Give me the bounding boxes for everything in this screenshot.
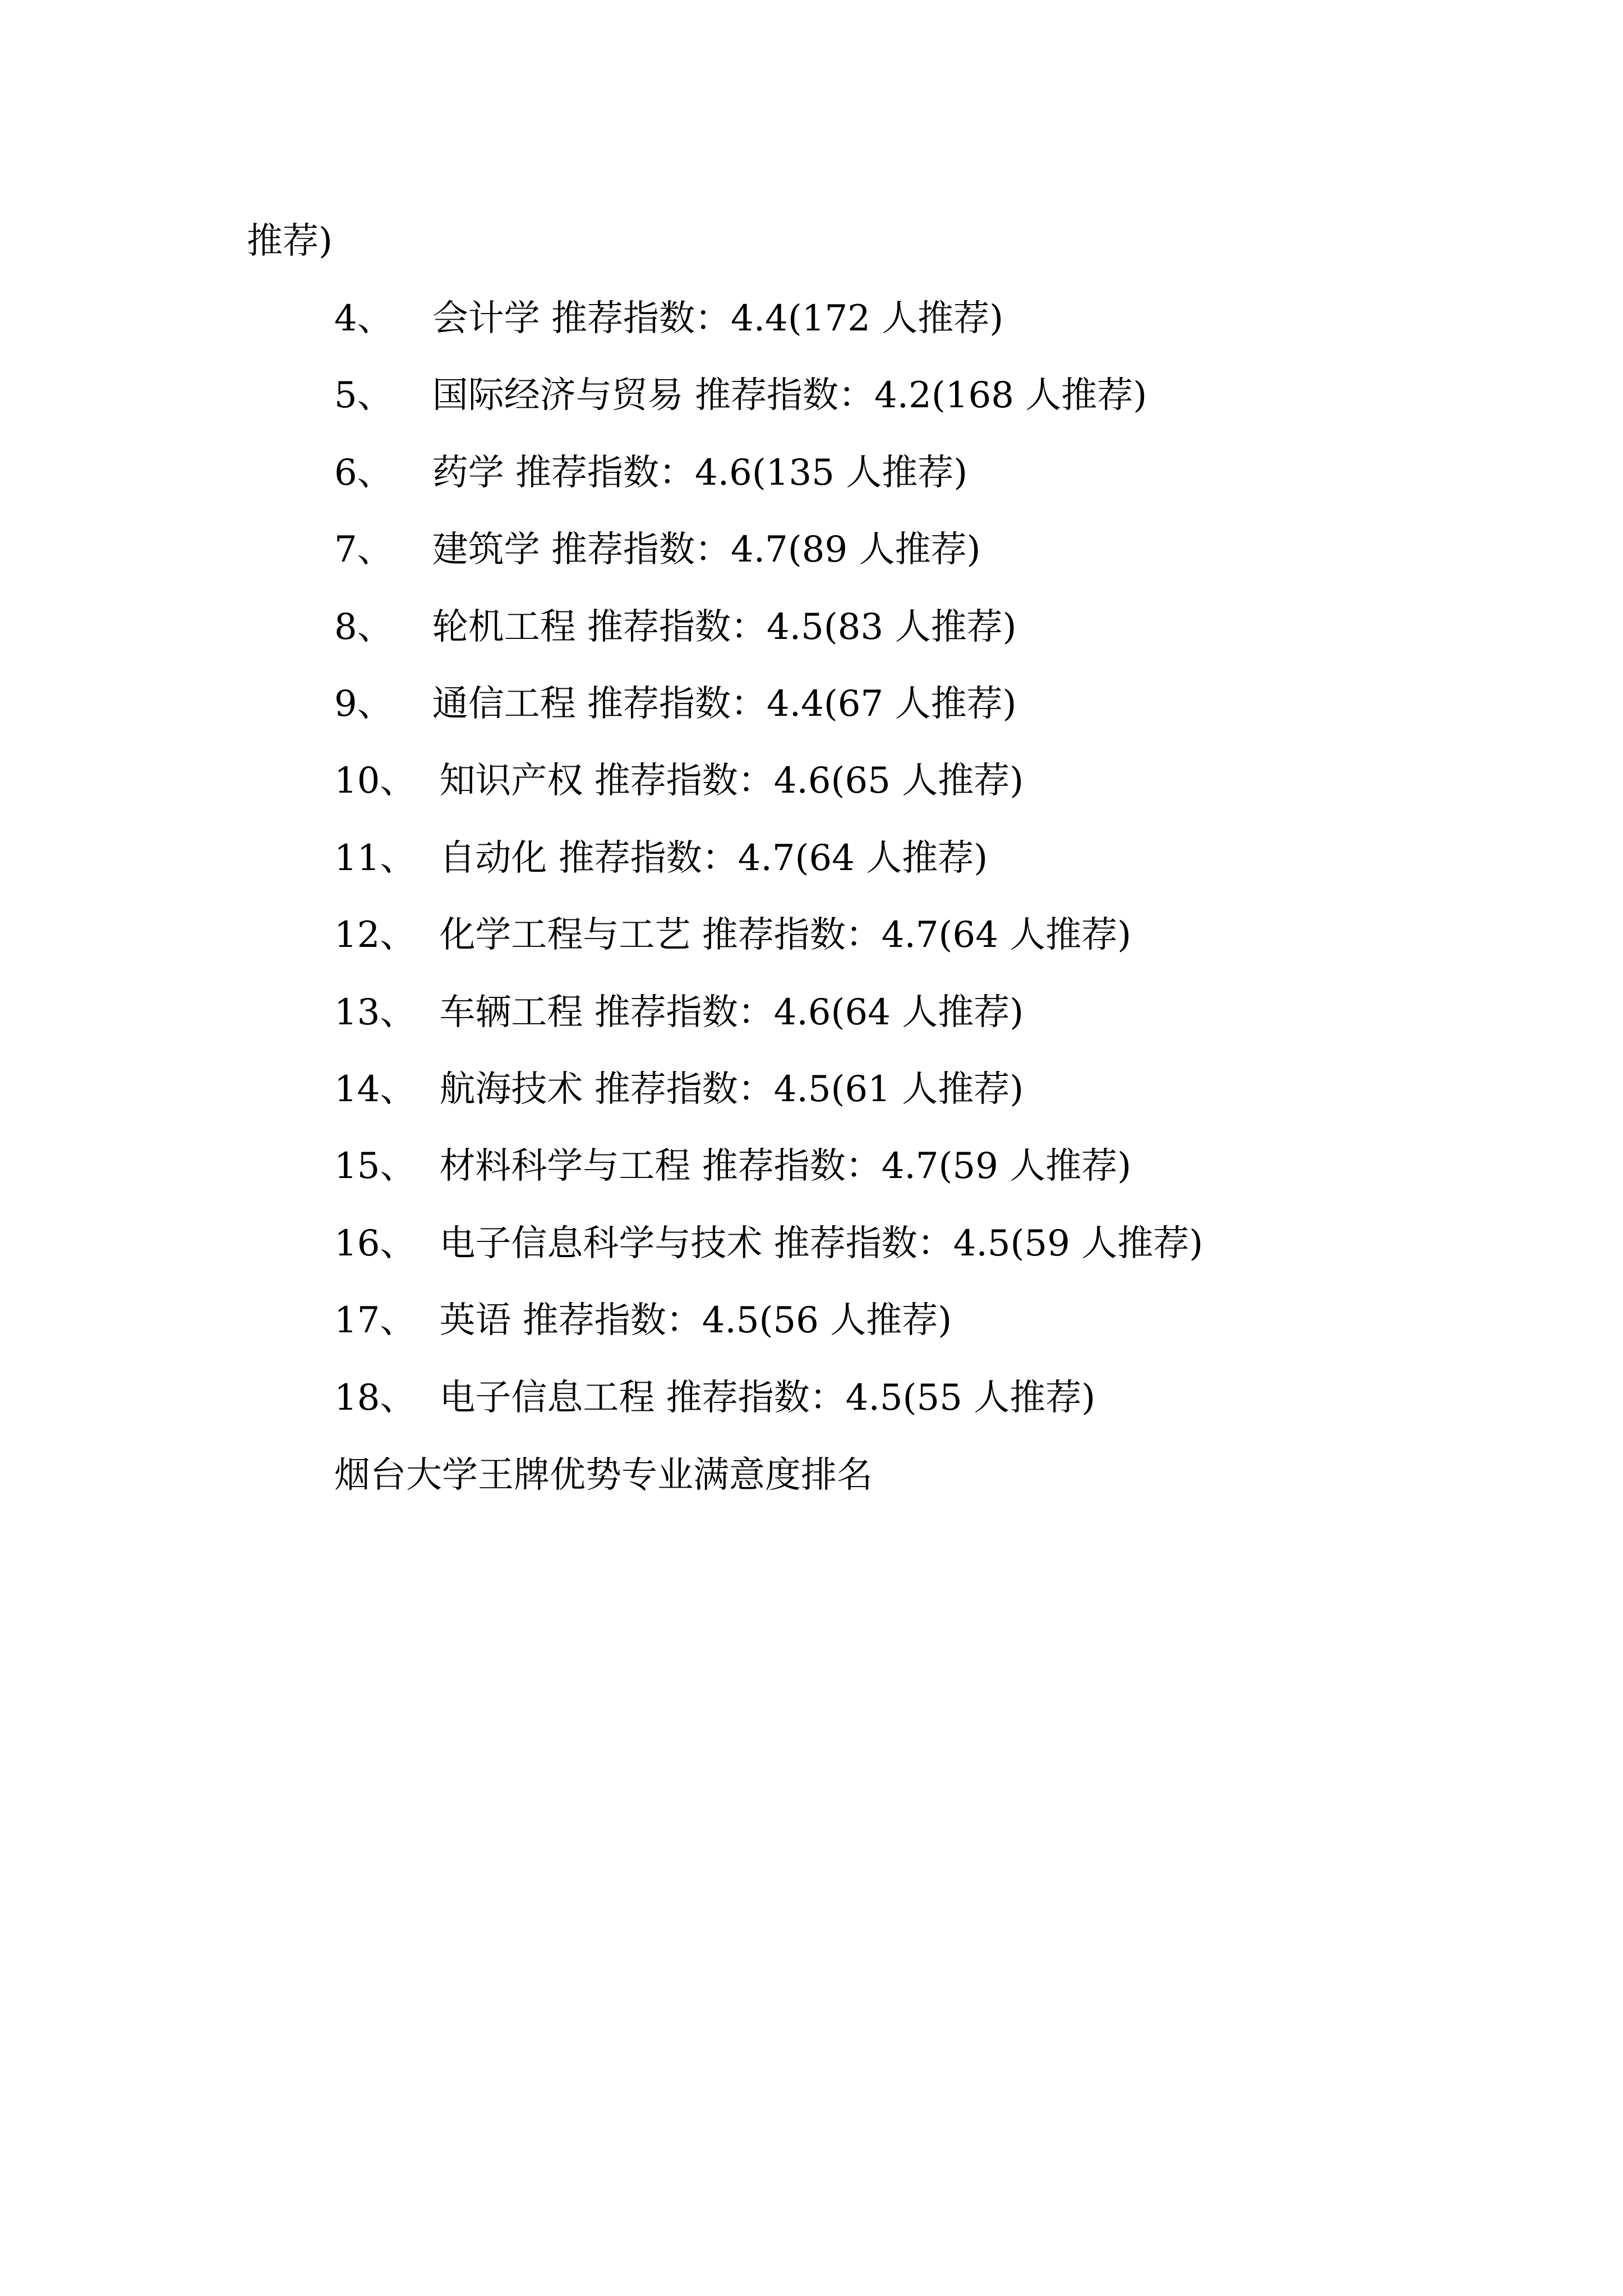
- list-item-text: 会计学 推荐指数：4.4(172 人推荐): [432, 298, 1004, 339]
- list-item: [334, 1223, 1204, 1264]
- list-item: [334, 1377, 1096, 1419]
- list-item: [334, 1145, 1132, 1187]
- list-item-number: 16、: [334, 1223, 416, 1264]
- list-item-text: 自动化 推荐指数：4.7(64 人推荐): [439, 838, 988, 879]
- list-item: [334, 1300, 952, 1341]
- list-item: [334, 992, 1024, 1033]
- list-item: [334, 760, 1024, 802]
- list-item-number: 5、: [334, 375, 393, 416]
- list-item: [334, 683, 1017, 725]
- list-item-number: 12、: [334, 914, 416, 956]
- list-item: [334, 838, 988, 879]
- list-item-text: 建筑学 推荐指数：4.7(89 人推荐): [432, 529, 981, 570]
- list-item-number: 14、: [334, 1069, 416, 1110]
- list-item: [334, 1069, 1024, 1110]
- list-item-number: 10、: [334, 760, 416, 802]
- list-item-text: 药学 推荐指数：4.6(135 人推荐): [432, 452, 968, 494]
- list-item-number: 8、: [334, 606, 393, 648]
- list-item: [334, 606, 1017, 648]
- list-item-text: 英语 推荐指数：4.5(56 人推荐): [439, 1300, 952, 1341]
- list-item: [334, 914, 1132, 956]
- list-item-text: 通信工程 推荐指数：4.4(67 人推荐): [432, 683, 1017, 725]
- list-item: [334, 298, 1004, 339]
- list-item-text: 电子信息工程 推荐指数：4.5(55 人推荐): [439, 1377, 1096, 1419]
- continuation-text: 推荐): [247, 220, 333, 262]
- list-item-number: 11、: [334, 838, 416, 879]
- list-item-number: 6、: [334, 452, 393, 494]
- list-item-text: 车辆工程 推荐指数：4.6(64 人推荐): [439, 992, 1024, 1033]
- list-item-text: 国际经济与贸易 推荐指数：4.2(168 人推荐): [432, 375, 1147, 416]
- list-item-text: 化学工程与工艺 推荐指数：4.7(64 人推荐): [439, 914, 1132, 956]
- list-item-text: 航海技术 推荐指数：4.5(61 人推荐): [439, 1069, 1024, 1110]
- list-item-number: 17、: [334, 1300, 416, 1341]
- list-item-text: 电子信息科学与技术 推荐指数：4.5(59 人推荐): [439, 1223, 1204, 1264]
- list-item-number: 13、: [334, 992, 416, 1033]
- list-item-number: 15、: [334, 1145, 416, 1187]
- section-heading: 烟台大学王牌优势专业满意度排名: [334, 1455, 873, 1496]
- list-item-number: 4、: [334, 298, 393, 339]
- list-item: [334, 375, 1147, 416]
- list-item-text: 知识产权 推荐指数：4.6(65 人推荐): [439, 760, 1024, 802]
- list-item-text: 轮机工程 推荐指数：4.5(83 人推荐): [432, 606, 1017, 648]
- list-item-number: 7、: [334, 529, 393, 570]
- list-item-text: 材料科学与工程 推荐指数：4.7(59 人推荐): [439, 1145, 1132, 1187]
- list-item-number: 9、: [334, 683, 393, 725]
- list-item-number: 18、: [334, 1377, 416, 1419]
- list-item: [334, 452, 968, 494]
- list-item: [334, 529, 981, 570]
